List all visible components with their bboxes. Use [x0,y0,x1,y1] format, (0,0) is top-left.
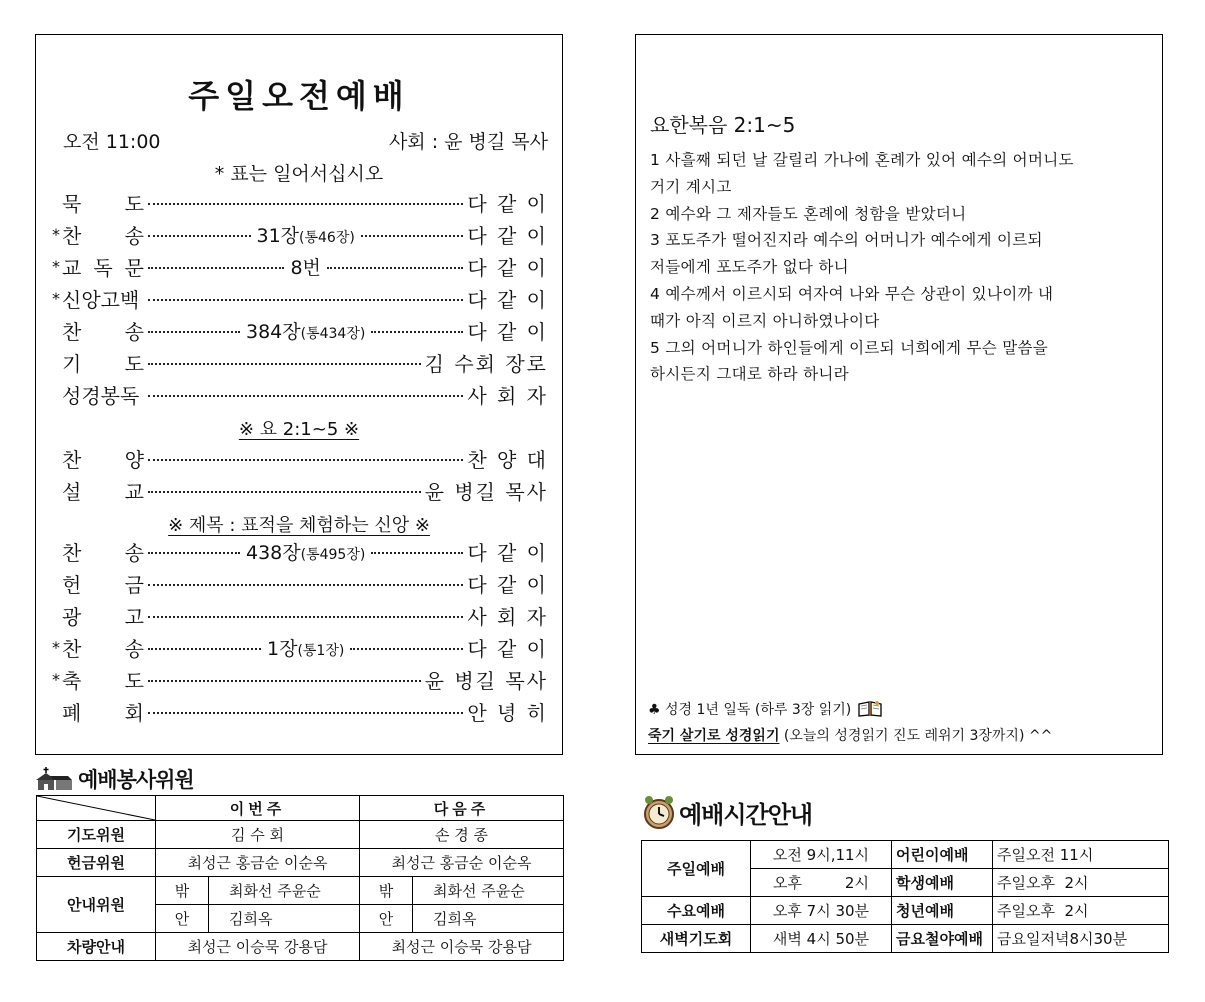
leader-dots [148,459,463,461]
leader-dots [148,395,463,397]
sunday-pm-time: 오후 2시 [751,869,892,897]
order-of-worship-panel [35,34,563,755]
order-item-name: 기 도 [62,351,144,376]
table-row [642,897,1169,925]
schedule-table [641,840,1169,953]
leader-dots [371,552,463,554]
order-item [50,220,548,248]
friday-time: 금요일저녁8시30분 [993,925,1169,953]
usher-out-label: 밖 [156,877,209,905]
church-icon [34,766,74,792]
order-item-name: 설 교 [62,479,144,504]
leader-dots [361,235,464,237]
order-item [50,348,548,376]
order-item-responsible: 다 같 이 [467,540,549,565]
leader-dots [148,331,240,333]
order-item-responsible: 다 같 이 [467,287,548,312]
reading-plan-row [648,699,883,719]
service-time-row [63,127,548,153]
order-item-responsible: 다 같 이 [467,572,548,597]
service-leader: 사회 : 윤 병길 목사 [388,131,548,153]
usher-in-label-next: 안 [360,905,413,933]
dawn-prayer-time: 새벽 4시 50분 [751,925,892,953]
standing-note: * 표는 일어서십시오 [214,163,384,185]
order-item-responsible: 김 수회 장로 [424,351,548,376]
leader-dots [148,235,251,237]
order-item-responsible: 윤 병길 목사 [424,479,548,504]
volunteers-heading: 예배봉사위원 [34,764,194,794]
vehicle-next: 최성근 이승묵 강용담 [360,933,564,961]
leader-dots [148,712,463,714]
usher-out-this: 최화선 주윤순 [209,877,360,905]
standing-marker: * [52,288,60,308]
sunday-label: 주일예배 [642,841,751,897]
leader-dots [148,363,421,365]
order-item-name: 교 독 문 [62,255,144,280]
table-row [642,925,1169,953]
offering-this: 최성근 홍금순 이순옥 [156,849,360,877]
reading-progress-note: (오늘의 성경읽기 진도 레위기 3장까지) ^^ [783,728,1053,744]
leader-dots [148,299,463,301]
prayer-label: 기도위원 [37,821,156,849]
order-item-responsible: 다 같 이 [467,223,549,248]
order-item-name: 성경봉독 [62,383,140,408]
scripture-title: 요한복음 2:1~5 [650,113,796,137]
scripture-text [650,147,1142,388]
offering-next: 최성근 홍금순 이순옥 [360,849,564,877]
reading-challenge-row [648,725,1052,745]
order-item-responsible: 다 같 이 [467,636,548,661]
order-item-name: 신앙고백 [62,287,140,312]
leader-dots [148,203,463,205]
usher-out-next: 최화선 주윤순 [413,877,564,905]
scripture-line: 1 사흘째 되던 날 갈릴리 가나에 혼례가 있어 예수의 어머니도 [650,151,1074,169]
student-time: 주일오후 2시 [993,869,1169,897]
order-item [50,633,548,661]
order-item-responsible: 윤 병길 목사 [424,668,548,693]
order-item-name: 폐 회 [62,700,144,725]
scripture-line: 저들에게 포도주가 없다 하니 [650,258,849,277]
offering-label: 헌금위원 [37,849,156,877]
wednesday-label: 수요예배 [642,897,751,925]
order-item-responsible: 사 회 자 [467,604,548,629]
order-item-responsible: 다 같 이 [467,255,549,280]
service-title: 주일오전예배 [188,77,410,115]
dawn-prayer-label: 새벽기도회 [642,925,751,953]
order-item [50,569,548,597]
table-row [642,841,1169,869]
wednesday-time: 오후 7시 30분 [751,897,892,925]
prayer-this: 김 수 회 [156,821,360,849]
order-item-responsible: 다 같 이 [467,319,549,344]
youth-label: 청년예배 [892,897,993,925]
scripture-reference: ※ 요 2:1~5 ※ [238,419,360,440]
order-item [50,697,548,725]
order-item [50,537,548,565]
leader-dots [327,267,463,269]
order-item [50,252,548,280]
this-week-header: 이번주 [156,796,360,821]
usher-in-next: 김희옥 [413,905,564,933]
leader-dots [148,648,261,650]
sermon-title: ※ 제목 : 표적을 체험하는 신앙 ※ [168,515,430,536]
order-item-name: 찬 송 [62,319,144,344]
standing-marker: * [52,669,60,689]
leader-dots [148,584,463,586]
order-item-responsible: 사 회 자 [467,383,548,408]
order-item [50,380,548,408]
order-item-name: 찬 송 [62,540,144,565]
sunday-am-time: 오전 9시,11시 [751,841,892,869]
order-item [50,476,548,504]
usher-in-this: 김희옥 [209,905,360,933]
standing-marker: * [52,224,60,244]
friday-label: 금요철야예배 [892,925,993,953]
leader-dots [350,648,463,650]
reading-plan-text: ♣ 성경 1년 일독 (하루 3장 읽기) [648,702,852,718]
order-item-detail: 31장(통46장) [256,224,355,247]
reading-challenge-link[interactable]: 죽기 살기로 성경읽기 [648,728,780,744]
table-row [37,933,564,961]
scripture-line: 때가 아직 이르지 아니하였나이다 [650,311,880,330]
scripture-line: 하시든지 그대로 하라 하니라 [650,365,849,384]
order-item-detail: 1장(통1장) [266,637,345,660]
order-item-responsible: 안 녕 히 [467,700,548,725]
scripture-line: 거기 계시고 [650,177,732,196]
standing-marker: * [52,637,60,657]
volunteers-table [36,795,564,961]
order-item-responsible: 다 같 이 [467,191,548,216]
leader-dots [148,491,421,493]
order-item [50,444,548,472]
order-item-responsible: 찬 양 대 [467,447,548,472]
open-book-icon [857,700,883,718]
clock-icon [641,794,677,830]
scripture-line: 2 예수와 그 제자들도 혼례에 청함을 받았더니 [650,204,967,223]
order-item-name: 축 도 [62,668,144,693]
vehicle-label: 차량안내 [37,933,156,961]
children-time: 주일오전 11시 [993,841,1169,869]
prayer-next: 손 경 종 [360,821,564,849]
vehicle-this: 최성근 이승묵 강용담 [156,933,360,961]
order-item-detail: 8번 [290,256,321,279]
order-item-name: 찬 송 [62,636,144,661]
table-row [37,877,564,905]
table-row [37,849,564,877]
usher-out-label-next: 밖 [360,877,413,905]
scripture-line: 5 그의 어머니가 하인들에게 이르되 너희에게 무슨 말씀을 [650,338,1049,357]
standing-marker: * [52,256,60,276]
order-item [50,665,548,693]
student-label: 학생예배 [892,869,993,897]
scripture-line: 3 포도주가 떨어진지라 예수의 어머니가 예수에게 이르되 [650,231,1043,250]
scripture-panel [635,34,1163,755]
leader-dots [148,680,421,682]
leader-dots [148,616,463,618]
order-item-detail: 438장(통495장) [246,541,366,564]
usher-label: 안내위원 [37,877,156,933]
order-item-name: 헌 금 [62,572,144,597]
order-item-detail: 384장(통434장) [246,320,366,343]
order-item [50,188,548,216]
usher-in-label: 안 [156,905,209,933]
next-week-header: 다음주 [360,796,564,821]
order-item [50,284,548,312]
leader-dots [148,267,284,269]
scripture-line: 4 예수께서 이르시되 여자여 나와 무슨 상관이 있나이까 내 [650,284,1054,303]
schedule-heading: 예배시간안내 [641,794,812,830]
order-item-name: 묵 도 [62,191,144,216]
service-time: 오전 11:00 [63,131,161,153]
order-item-name: 광 고 [62,604,144,629]
order-item-name: 찬 송 [62,223,144,248]
leader-dots [148,552,240,554]
order-item [50,316,548,344]
children-label: 어린이예배 [892,841,993,869]
order-item [50,601,548,629]
diagonal-header-cell [37,796,156,821]
leader-dots [371,331,463,333]
table-row [37,821,564,849]
youth-time: 주일오후 2시 [993,897,1169,925]
order-item-name: 찬 양 [62,447,144,472]
